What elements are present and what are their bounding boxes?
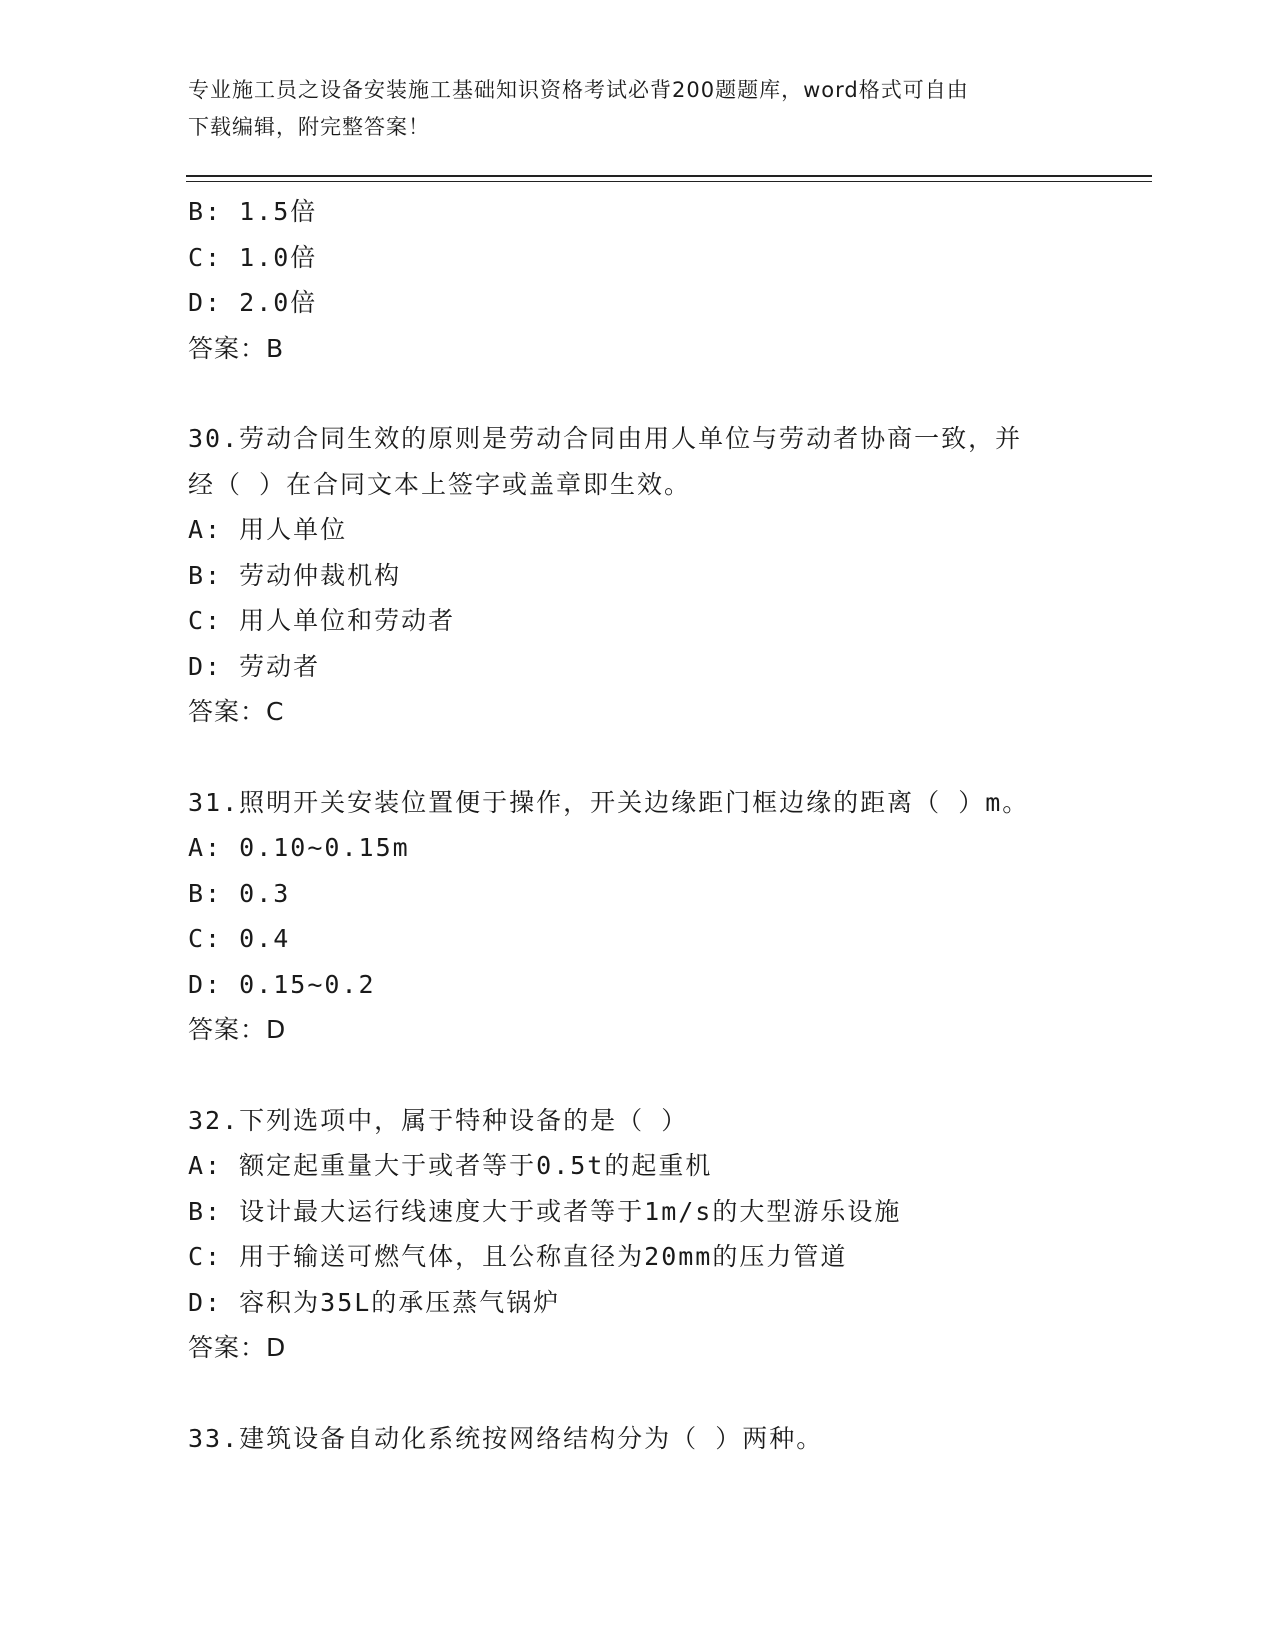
option-a: A: 用人单位: [188, 515, 348, 544]
option-a: A: 额定起重量大于或者等于0.5t的起重机: [188, 1151, 713, 1180]
question-29: [188, 189, 1088, 371]
header-rule-thick: [186, 175, 1152, 177]
question-30: [188, 416, 1088, 735]
option-b: B: 劳动仲裁机构: [188, 560, 402, 590]
option-a: A: 0.10~0.15m: [188, 833, 410, 862]
question-31: [188, 780, 1088, 1053]
option-b: B: 1.5倍: [188, 197, 318, 226]
option-c: C: 用于输送可燃气体，且公称直径为20mm的压力管道: [188, 1242, 848, 1271]
option-c: C: 用人单位和劳动者: [188, 606, 456, 635]
option-b: B: 设计最大运行线速度大于或者等于1m/s的大型游乐设施: [188, 1196, 902, 1226]
option-c: C: 1.0倍: [188, 242, 318, 272]
question-stem-cont: 经（ ）在合同文本上签字或盖章即生效。: [188, 469, 692, 499]
question-stem: 32.下列选项中，属于特种设备的是（ ）: [188, 1105, 689, 1135]
header-line-2: 下载编辑，附完整答案！: [188, 115, 430, 139]
option-c: C: 0.4: [188, 924, 291, 953]
option-d: D: 0.15~0.2: [188, 969, 376, 999]
header-rule-thin: [186, 181, 1152, 182]
header-line-1: 专业施工员之设备安装施工基础知识资格考试必背200题题库，word格式可自由: [188, 78, 969, 102]
answer: 答案：B: [188, 333, 285, 363]
answer: 答案：D: [188, 1333, 287, 1362]
question-stem: 30.劳动合同生效的原则是劳动合同由用人单位与劳动者协商一致，并: [188, 424, 1023, 453]
question-stem: 31.照明开关安装位置便于操作，开关边缘距门框边缘的距离（ ）m。: [188, 787, 1030, 817]
question-32: [188, 1098, 1088, 1371]
document-header: [188, 72, 1068, 146]
answer: 答案：D: [188, 1015, 287, 1044]
answer: 答案：C: [188, 697, 285, 726]
option-d: D: 劳动者: [188, 651, 321, 681]
question-stem: 33.建筑设备自动化系统按网络结构分为（ ）两种。: [188, 1423, 824, 1453]
option-b: B: 0.3: [188, 878, 291, 908]
question-list: [188, 189, 1088, 1461]
option-d: D: 2.0倍: [188, 288, 318, 317]
option-d: D: 容积为35L的承压蒸气锅炉: [188, 1287, 561, 1317]
question-33: [188, 1416, 1088, 1462]
